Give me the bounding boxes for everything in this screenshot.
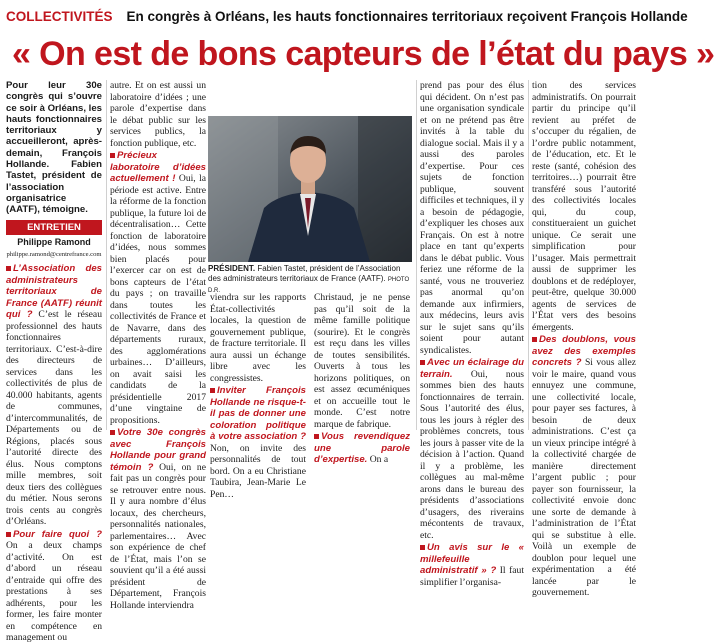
paragraph bbox=[532, 80, 636, 333]
answer: Il faut simplifier l’organisa- bbox=[420, 565, 524, 588]
answer: C’est le réseau professionnel des hauts fonctionnaires territoriaux. C’est-à-dire des directeurs de services dans les collectivités de plus de 40.000 habitants, agents de communes, d’intercommunalités, de Départements ou de Régions, placés sous l’autorité directe des élus. Nous comptons mille membres, soit deux tiers des collègues du métier. Nous serons trois cents au congrès d’Orléans. bbox=[6, 309, 102, 528]
question-bullet-icon bbox=[6, 532, 11, 537]
column-2 bbox=[110, 80, 206, 611]
column-divider bbox=[528, 80, 529, 430]
photo-credit: PHOTO D.R. bbox=[208, 277, 410, 294]
question: Avec un éclairage du terrain. bbox=[420, 357, 524, 380]
caption-label: PRÉSIDENT. bbox=[208, 264, 256, 273]
column-5 bbox=[420, 80, 524, 588]
paragraph bbox=[6, 529, 102, 644]
column-1-body bbox=[6, 263, 102, 644]
paragraph bbox=[420, 542, 524, 588]
photo-fabien-tastet bbox=[208, 116, 412, 262]
paragraph bbox=[110, 80, 206, 149]
kicker bbox=[6, 6, 688, 26]
paragraph bbox=[420, 357, 524, 541]
answer: Non, on invite des personnalités de tout bord. On a eu Christiane Taubira, Jean-Marie Le Pen… bbox=[210, 442, 306, 500]
paragraph bbox=[314, 292, 410, 430]
question-bullet-icon bbox=[420, 545, 425, 550]
answer: tion des services administratifs. On pourrait partir du principe qu’il revient au préfet de s’occuper du régalien, de l’ordre public notamment, de l’éducation, etc. Et le reste (santé, cohésion des territoires…) pourrait être transféré sous l’autorité des collectivités locales qui, du coup, constitueraient un guichet unique. Ce serait une simplification pour l’usager. Mais permettrait aussi de supprimer les doublons et de redéployer, peut-être, quelque 30.000 agents de services de l’État vers des besoins émergents. bbox=[532, 80, 636, 333]
kicker-text: En congrès à Orléans, les hauts fonctionnaires territoriaux reçoivent François Hollande bbox=[126, 8, 688, 24]
question: L’Association des administrateurs territoriaux de France (AATF) réunit qui ? bbox=[6, 263, 102, 321]
section-label: COLLECTIVITÉS bbox=[6, 8, 113, 24]
question: Des doublons, vous avez des exemples concrets ? bbox=[532, 334, 636, 368]
paragraph bbox=[6, 263, 102, 528]
paragraph bbox=[110, 150, 206, 426]
photo-caption bbox=[208, 264, 412, 294]
question-bullet-icon bbox=[6, 266, 11, 271]
answer: Oui, la période est active. Entre la réforme de la fonction publique, la future loi de décentralisation… Cette fonction de laboratoire d’idées, nous sommes bien placés pour l’exercer car on est de bons capteurs de l’état du pays ; on travaille dans toutes les collectivités de France et de Navarre, dans des départements ruraux, des agglomérations urbaines… D’ailleurs, on avait saisi les candidats de la présidentielle 2017 d’une vingtaine de propositions. bbox=[110, 173, 206, 426]
answer: prend pas pour des élus qui décident. On n’est pas une organisation syndicale et on ne prétend pas être invités à la table du dialogue social. Mais il y a aussi des paroles d’expertise. Pour ces sujets de fonction publique, souvent difficiles et techniques, il y a besoin de pédagogie, d’expliquer les choses aux Français. On est à notre place en tant qu’experts dans le débat public. Vous feriez une réforme de la santé, vous ne trouveriez pas anormal qu’on demande aux infirmiers, aux médecins, leurs avis sur le sujet sans qu’ils soient pour autant syndicalistes. bbox=[420, 80, 524, 356]
answer: Christaud, je ne pense pas qu’il soit de la même famille politique (sourire). Et le congrès est reçu dans les villes de toutes sensibilités. Ouverts à tous les horizons politiques, on est assez œcuméniques et on accueille tout le monde. C’est notre marque de fabrique. bbox=[314, 292, 410, 430]
question: Votre 30e congrès avec François Hollande pour grand témoin ? bbox=[110, 427, 206, 473]
column-3 bbox=[210, 292, 306, 500]
portrait-illustration bbox=[208, 116, 412, 262]
question-bullet-icon bbox=[210, 388, 215, 393]
answer: On a bbox=[369, 454, 389, 465]
interview-box-title: ENTRETIEN bbox=[6, 220, 102, 236]
column-1 bbox=[6, 80, 102, 644]
answer: Oui, nous sommes bien des hauts fonctionnaires de terrain. Sous l’autorité des élus, tous les jours à régler des problèmes concrets, tous les jours à passer vite de la décision à l’action. Quand il y a problème, les collègues au mal-même arons dans le bureau des présidents d’associations d’usagers, des riverains mécontents de travaux, etc. bbox=[420, 368, 524, 541]
answer: On a deux champs d’activité. On est d’abord un réseau d’entraide qui offre des prestations à ses adhérents, pour les former, les faire monter en compétence en management ou bbox=[6, 540, 102, 644]
column-divider bbox=[106, 80, 107, 430]
author-name: Philippe Ramond bbox=[17, 237, 91, 248]
column-divider bbox=[416, 80, 417, 430]
question-bullet-icon bbox=[314, 434, 319, 439]
question: Inviter François Hollande ne risque-t-il pas de donner une coloration politique à votre association ? bbox=[210, 385, 306, 442]
answer: Oui, on ne fait pas un congrès pour se retrouver entre nous. Il y aura nombre d’élus locaux, des chercheurs, personnalités nationales, parlementaires… Avec son expérience de chef de l’État, mais l’on se souvient qu’il a été aussi président de Département, François Hollande interviendra bbox=[110, 461, 206, 611]
headline: « On est de bons capteurs de l’état du pays » bbox=[12, 35, 714, 73]
question-bullet-icon bbox=[420, 360, 425, 365]
paragraph bbox=[420, 80, 524, 356]
caption-text: Fabien Tastet, président de l’Association des administrateurs territoriaux de France (AATF). bbox=[208, 264, 401, 283]
paragraph bbox=[110, 427, 206, 611]
paragraph bbox=[210, 292, 306, 384]
paragraph bbox=[210, 385, 306, 500]
chapo: Pour leur 30e congrès qui s’ouvre ce soir à Orléans, les hauts fonctionnaires territoriaux y accueilleront, après-demain, François Hollande. Fabien Tastet, président de l’association organisatrice (AATF), témoigne. bbox=[6, 80, 102, 216]
question: Précieux laboratoire d’idées actuellement ! bbox=[110, 150, 206, 184]
question: Un avis sur le « millefeuille administratif » ? bbox=[420, 542, 524, 576]
question-bullet-icon bbox=[532, 337, 537, 342]
question-bullet-icon bbox=[110, 430, 115, 435]
column-6 bbox=[532, 80, 636, 598]
question-bullet-icon bbox=[110, 153, 115, 158]
question: Vous revendiquez une parole d’expertise. bbox=[314, 431, 410, 465]
answer: Si vous allez voir le maire, quand vous ennuyez une commune, une collectivité locale, pour payer ses factures, à besoin de deux administrations. C’est ça un vieux principe intégré à la collectivité chargée de manière directement l’argent public ; pour payer son fournisseur, la collectivité envoie donc une sorte de demande à l’administration de l’État qui se substitue à elle. Voilà un exemple de doublon pour lequel une expérimentation a été lancée par le gouvernement. bbox=[532, 357, 636, 598]
question: Pour faire quoi ? bbox=[13, 528, 102, 540]
paragraph bbox=[314, 431, 410, 466]
author-email: philippe.ramond@centrefrance.com bbox=[6, 250, 102, 258]
answer: autre. Et on est aussi un laboratoire d’idées ; une parole d’expertise dans le débat public sur les services publics, la fonction publique, etc. bbox=[110, 80, 206, 149]
answer: viendra sur les rapports État-collectivités locales, la question de gouvernement publique, de fracture territoriale. Il aura aussi un échange libre avec les congressistes. bbox=[210, 292, 306, 384]
column-4 bbox=[314, 292, 410, 465]
paragraph bbox=[532, 334, 636, 599]
